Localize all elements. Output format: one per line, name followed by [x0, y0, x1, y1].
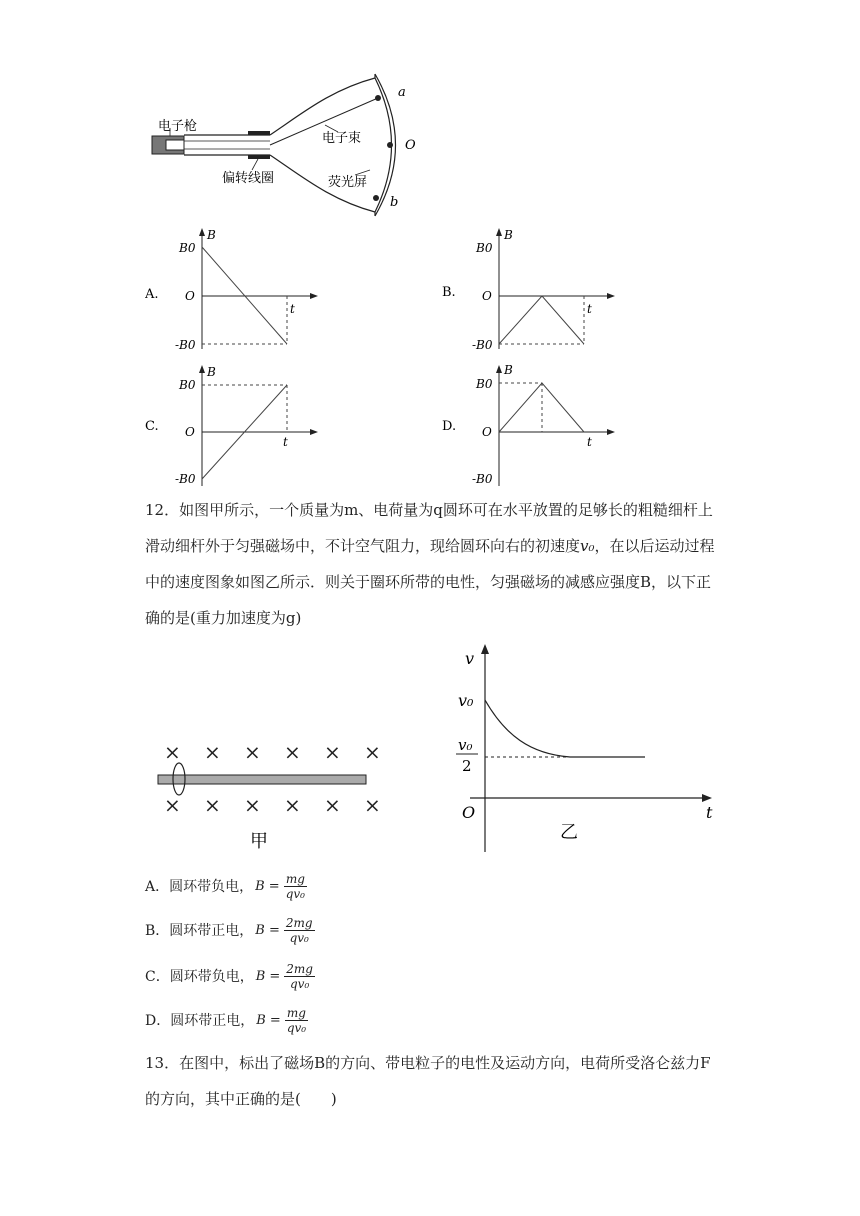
point-o-label: O: [405, 138, 416, 153]
q12-option-b-label: B．圆环带正电，: [145, 923, 254, 939]
fig-jia-label: 甲: [250, 831, 268, 852]
rod: [158, 775, 366, 784]
q12-line-3: 中的速度图象如图乙所示．则关于圈环所带的电性，匀强磁场的减感应强度B，以下正: [145, 573, 712, 591]
graph-c-neg-b0: -B0: [175, 472, 196, 486]
point-a-label: a: [398, 85, 406, 100]
field-x-2: ×: [204, 740, 221, 764]
gun-label: 电子枪: [158, 119, 198, 134]
graph-a-t: t: [290, 302, 295, 316]
graph-d-b-axis: B: [504, 363, 513, 377]
graph-c-b-axis: B: [207, 365, 216, 379]
graph-a-b0: B0: [179, 241, 196, 255]
graph-d-svg: [442, 362, 632, 490]
graph-a-svg: [145, 225, 335, 353]
graph-c-svg: [145, 362, 335, 490]
q12-option-b-fraction: $\frac{2mg}{\text{qv₀}}$: [285, 915, 313, 945]
q12-option-a-fraction: $\frac{mg}{\text{qv₀}}$: [285, 871, 305, 901]
q12-option-b[interactable]: [145, 910, 315, 950]
q12-option-c[interactable]: [145, 956, 315, 996]
figure-jia: [150, 735, 390, 855]
fig-yi-label: 乙: [560, 822, 578, 843]
graph-a-neg-b0: -B0: [175, 338, 196, 352]
field-x-7: ×: [164, 793, 181, 817]
graph-b-letter: B.: [442, 285, 456, 300]
graph-c-t: t: [283, 435, 288, 449]
graph-d-origin: O: [482, 425, 492, 439]
graph-option-a[interactable]: [145, 225, 335, 353]
graph-d-t: t: [587, 435, 592, 449]
q12-option-a-eq: B =: [255, 878, 280, 894]
graph-b-origin: O: [482, 289, 492, 303]
q12-option-d-eq: B =: [256, 1012, 281, 1028]
screen-label: 荧光屏: [328, 175, 368, 190]
graph-a-letter: A.: [145, 287, 159, 302]
vt-axis-t: t: [706, 803, 713, 822]
field-row-top: [164, 740, 381, 764]
velocity-curve: [485, 700, 645, 757]
crt-figure: [140, 70, 440, 220]
v0-symbol: v₀: [580, 537, 595, 555]
field-x-12: ×: [364, 793, 381, 817]
graph-b-t: t: [587, 302, 592, 316]
q12-option-d-label: D．圆环带正电，: [145, 1013, 255, 1029]
q12-option-a[interactable]: [145, 866, 307, 906]
graph-c-origin: O: [185, 425, 195, 439]
q12-option-d-fraction: $\frac{mg}{\text{qv₀}}$: [286, 1005, 307, 1035]
beam-label: 电子束: [322, 131, 362, 146]
field-x-3: ×: [244, 740, 261, 764]
q13-line-1: 13．在图中，标出了磁场B的方向、带电粒子的电性及运动方向，电荷所受洛仑兹力F: [145, 1054, 711, 1072]
field-x-4: ×: [284, 740, 301, 764]
graph-d-letter: D.: [442, 419, 457, 434]
q12-option-d[interactable]: [145, 1000, 308, 1040]
vt-origin: O: [462, 803, 476, 822]
field-x-11: ×: [324, 793, 341, 817]
graph-b-b-axis: B: [504, 228, 513, 242]
q13-line-2: 的方向，其中正确的是( ): [145, 1090, 337, 1108]
q12-option-a-label: A．圆环带负电，: [145, 879, 254, 895]
graph-d-neg-b0: -B0: [472, 472, 493, 486]
graph-option-d[interactable]: [442, 362, 632, 490]
q12-line-1: 12．如图甲所示，一个质量为m、电荷量为q圆环可在水平放置的足够长的粗糙细杆上: [145, 501, 713, 519]
q12-option-b-eq: B =: [255, 922, 280, 938]
q12-line-2: 滑动细杆外于匀强磁场中，不计空气阻力，现给圆环向右的初速度v₀，在以后运动过程: [145, 537, 715, 555]
graph-c-b0: B0: [179, 378, 196, 392]
field-x-8: ×: [204, 793, 221, 817]
field-x-6: ×: [364, 740, 381, 764]
figure-yi-vt-graph: [450, 640, 725, 855]
q12-option-c-fraction: $\frac{2mg}{\text{qv₀}}$: [286, 961, 313, 991]
graph-option-b[interactable]: [442, 225, 632, 353]
field-row-bottom: [164, 793, 381, 817]
question-13-text: [145, 1045, 725, 1117]
graph-b-b0: B0: [476, 241, 493, 255]
graph-b-svg: [442, 225, 632, 353]
graph-c-letter: C.: [145, 419, 159, 434]
graph-a-b-axis: B: [207, 228, 216, 242]
point-b-label: b: [390, 195, 399, 210]
vt-v0-label: v₀: [458, 691, 474, 710]
vt-axis-v: v: [465, 649, 475, 668]
graph-d-b0: B0: [476, 377, 493, 391]
field-x-5: ×: [324, 740, 341, 764]
question-12-text: [145, 492, 725, 636]
graph-b-neg-b0: -B0: [472, 338, 493, 352]
graph-option-c[interactable]: [145, 362, 335, 490]
field-x-1: ×: [164, 740, 181, 764]
vt-half-num: v₀: [458, 736, 473, 754]
coil-label: 偏转线圈: [222, 171, 275, 186]
graph-a-origin: O: [185, 289, 195, 303]
q12-line-4: 确的是(重力加速度为g): [145, 609, 302, 627]
field-x-9: ×: [244, 793, 261, 817]
vt-half-den: 2: [462, 757, 472, 775]
field-x-10: ×: [284, 793, 301, 817]
q12-option-c-eq: B =: [255, 968, 281, 984]
q12-option-c-label: C．圆环带负电，: [145, 969, 254, 985]
